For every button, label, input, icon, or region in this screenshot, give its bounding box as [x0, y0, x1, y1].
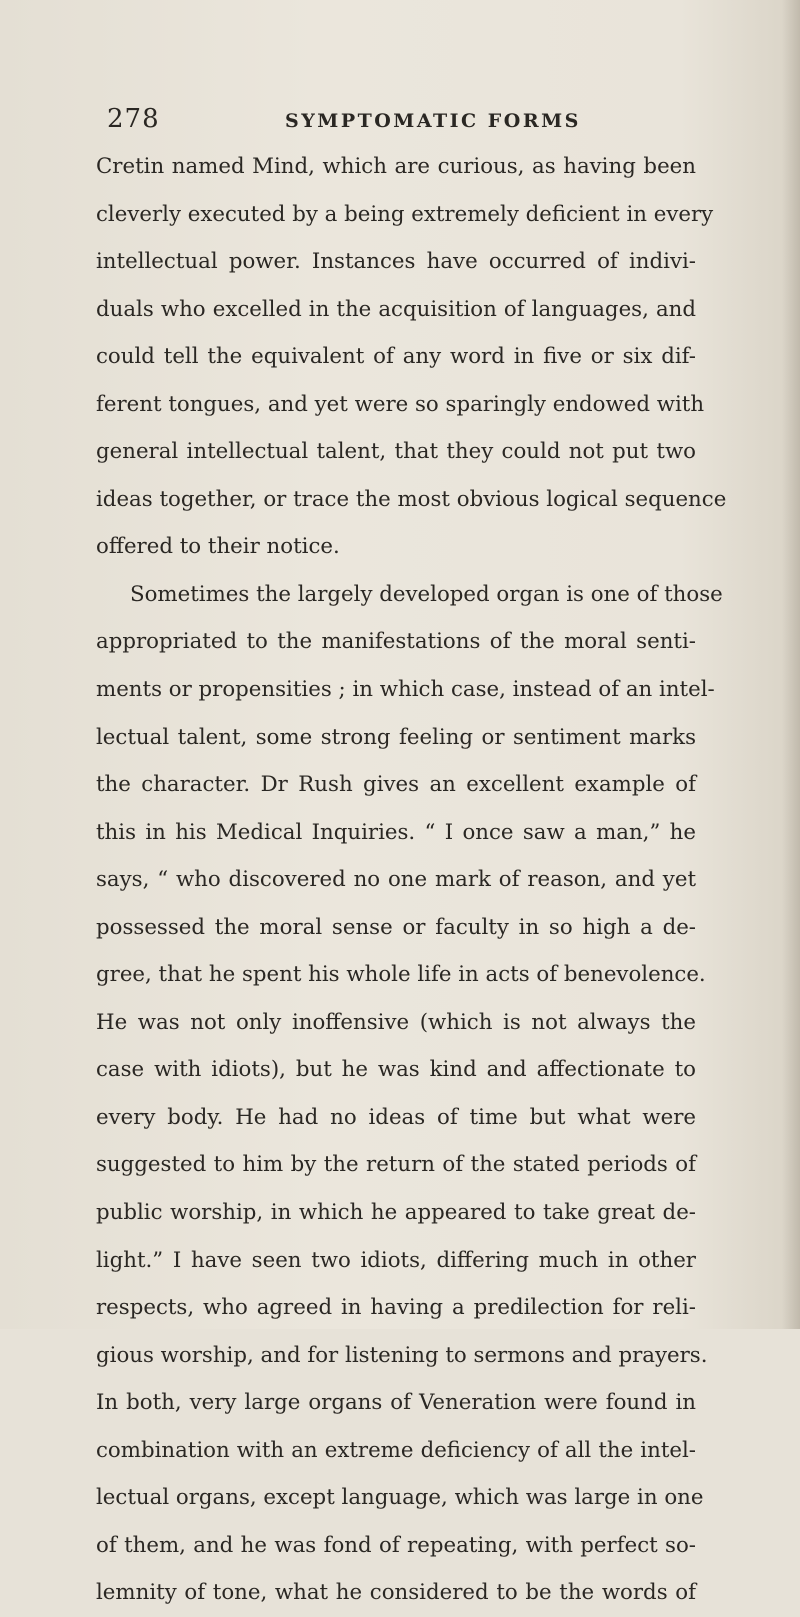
- text-line: every body. He had no ideas of time but what were: [96, 1104, 696, 1130]
- text-line: this in his Medical Inquiries. “ I once saw a man,” he: [96, 819, 696, 845]
- text-line: ideas together, or trace the most obvious logical sequence: [96, 486, 727, 512]
- paragraph-start-line: Sometimes the largely developed organ is one of those: [130, 581, 723, 607]
- text-line: case with idiots), but he was kind and affectionate to: [96, 1057, 696, 1083]
- text-line: respects, who agreed in having a predilection for reli-: [96, 1295, 696, 1321]
- text-line: He was not only inoffensive (which is not always the: [96, 1009, 696, 1035]
- text-line: says, “ who discovered no one mark of reason, and yet: [96, 867, 696, 893]
- text-line: of them, and he was fond of repeating, with perfect so-: [96, 1532, 696, 1558]
- text-line: ments or propensities ; in which case, instead of an intel-: [96, 677, 715, 703]
- text-line: lemnity of tone, what he considered to be the words of: [96, 1580, 696, 1606]
- text-line: appropriated to the manifestations of the moral senti-: [96, 629, 696, 655]
- text-line: could tell the equivalent of any word in five or six dif-: [96, 344, 696, 370]
- page-number: 278: [107, 104, 160, 134]
- running-head: SYMPTOMATIC FORMS: [285, 110, 581, 132]
- text-line: ferent tongues, and yet were so sparingly endowed with: [96, 391, 705, 417]
- text-line: public worship, in which he appeared to take great de-: [96, 1200, 696, 1226]
- page-edge-shadow: [782, 0, 800, 1329]
- text-line: intellectual power. Instances have occurred of indivi-: [96, 249, 696, 275]
- text-line: In both, very large organs of Veneration were found in: [96, 1390, 696, 1416]
- text-line: Cretin named Mind, which are curious, as having been: [96, 154, 696, 179]
- text-line: suggested to him by the return of the stated periods of: [96, 1152, 696, 1178]
- text-line: possessed the moral sense or faculty in so high a de-: [96, 914, 696, 940]
- page-header: [107, 104, 717, 138]
- text-line: offered to their notice.: [96, 534, 340, 560]
- text-line: lectual organs, except language, which was large in one: [96, 1485, 704, 1511]
- text-line: general intellectual talent, that they could not put two: [96, 439, 696, 465]
- text-line: cleverly executed by a being extremely deficient in every: [96, 201, 714, 227]
- text-line: lectual talent, some strong feeling or sentiment marks: [96, 724, 696, 750]
- text-line: combination with an extreme deficiency of all the intel-: [96, 1437, 696, 1463]
- text-line: gious worship, and for listening to sermons and prayers.: [96, 1342, 708, 1368]
- text-line: duals who excelled in the acquisition of languages, and: [96, 296, 696, 322]
- body-text: [96, 143, 727, 1617]
- text-line: light.” I have seen two idiots, differing much in other: [96, 1247, 696, 1273]
- text-line: the character. Dr Rush gives an excellent example of: [96, 772, 696, 798]
- text-line: gree, that he spent his whole life in acts of benevolence.: [96, 962, 706, 988]
